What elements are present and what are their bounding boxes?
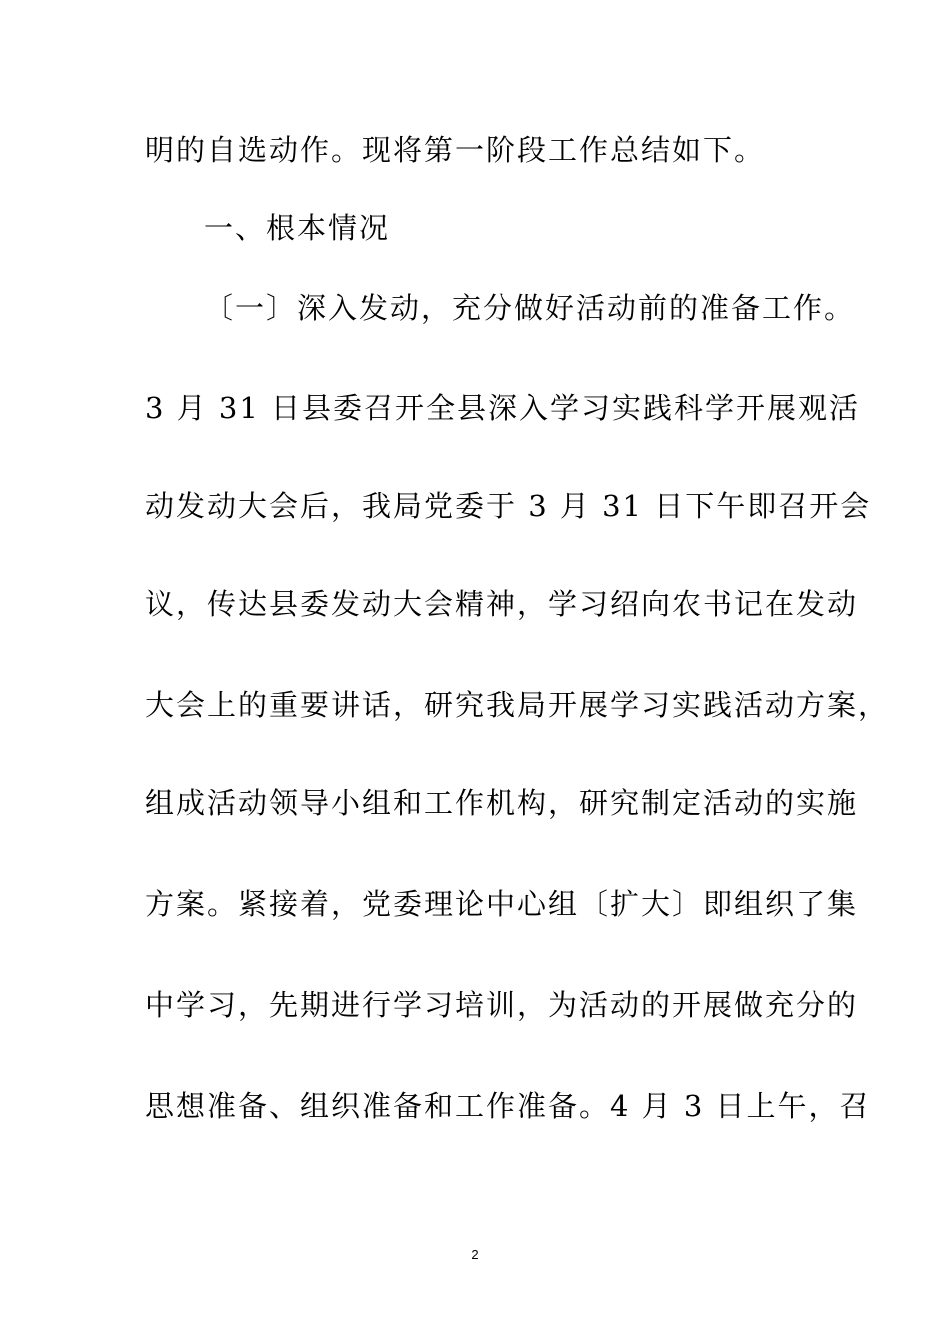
- text-line-9: 方案。紧接着，党委理论中心组〔扩大〕即组织了集: [145, 887, 859, 921]
- text-line-8: 组成活动领导小组和工作机构，研究制定活动的实施: [145, 786, 859, 820]
- text-line-11: 思想准备、组织准备和工作准备。4 月 3 日上午，召: [145, 1089, 871, 1123]
- text-line-1: 明的自选动作。现将第一阶段工作总结如下。: [145, 133, 766, 167]
- text-line-4: 3 月 31 日县委召开全县深入学习实践科学开展观活: [145, 391, 861, 425]
- subsection-heading: 〔一〕深入发动，充分做好活动前的准备工作。: [204, 291, 856, 325]
- page-number: 2: [471, 1247, 479, 1262]
- section-heading: 一、根本情况: [204, 211, 391, 245]
- text-line-5: 动发动大会后，我局党委于 3 月 31 日下午即召开会: [145, 489, 872, 523]
- text-line-10: 中学习，先期进行学习培训，为活动的开展做充分的: [145, 988, 859, 1022]
- text-line-6: 议，传达县委发动大会精神，学习绍向农书记在发动: [145, 587, 859, 621]
- text-line-7: 大会上的重要讲话，研究我局开展学习实践活动方案，: [145, 688, 890, 722]
